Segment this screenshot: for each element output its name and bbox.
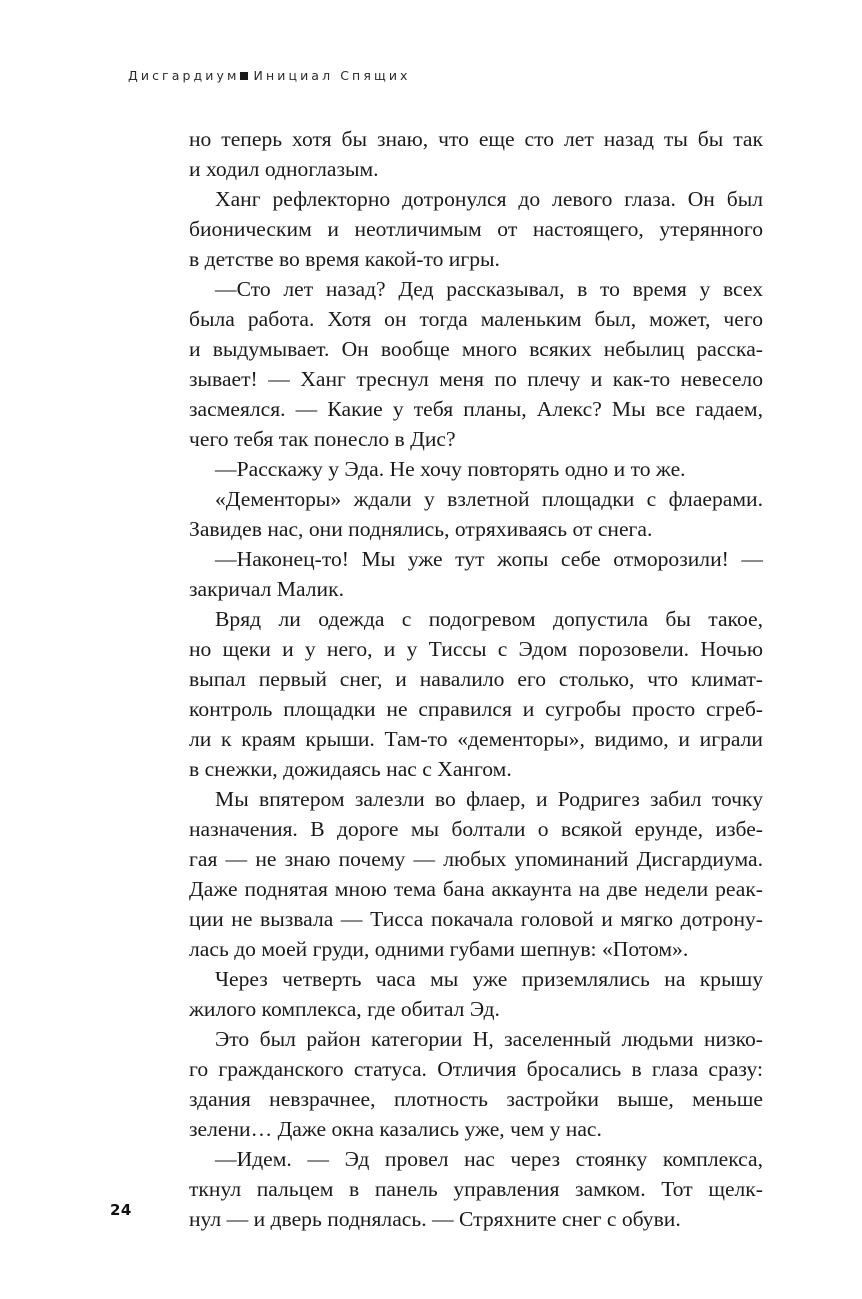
text-line: зелени… Даже окна казались уже, чем у нас.: [189, 1117, 602, 1141]
text-line: ли к краям крыши. Там-то «дементоры», видимо, и играли: [189, 727, 763, 751]
text-line: Ханг рефлекторно дотронулся до левого глаза. Он был: [215, 187, 763, 211]
separator-square-icon: [240, 72, 248, 80]
text-line: —Идем. — Эд провел нас через стоянку комплекса,: [215, 1147, 763, 1171]
text-line: Завидев нас, они поднялись, отряхиваясь от снега.: [189, 517, 653, 541]
text-line: Мы впятером залезли во флаер, и Родригез забил точку: [215, 787, 763, 811]
book-title: Дисгардиум: [128, 68, 240, 83]
text-line: —Расскажу у Эда. Не хочу повторять одно и то же.: [215, 457, 686, 481]
text-line: Это был район категории H, заселенный людьми низко-: [215, 1027, 763, 1051]
chapter-title: Инициал Спящих: [253, 68, 411, 83]
text-line: была работа. Хотя он тогда маленьким был, может, чего: [189, 307, 763, 331]
text-line: бионическим и неотличимым от настоящего, утерянного: [189, 217, 763, 241]
text-line: жилого комплекса, где обитал Эд.: [189, 997, 500, 1021]
text-line: в снежки, дожидаясь нас с Хангом.: [189, 757, 512, 781]
text-line: контроль площадки не справился и сугробы просто сгреб-: [189, 697, 763, 721]
text-line: нул — и дверь поднялась. — Стряхните снег с обуви.: [189, 1207, 681, 1231]
text-line: назначения. В дороге мы болтали о всякой ерунде, избе-: [189, 817, 763, 841]
text-line: здания невзрачнее, плотность застройки выше, меньше: [189, 1087, 763, 1111]
text-line: зывает! — Ханг треснул меня по плечу и как-то невесело: [189, 367, 763, 391]
text-line: но теперь хотя бы знаю, что еще сто лет назад ты бы так: [189, 127, 763, 151]
text-line: «Дементоры» ждали у взлетной площадки с флаерами.: [215, 487, 763, 511]
text-line: засмеялся. — Какие у тебя планы, Алекс? Мы все гадаем,: [189, 397, 763, 421]
text-line: гая — не знаю почему — любых упоминаний Дисгардиума.: [189, 847, 763, 871]
text-line: ткнул пальцем в панель управления замком. Тот щелк-: [189, 1177, 763, 1201]
text-line: лась до моей груди, одними губами шепнув: «Потом».: [189, 937, 689, 961]
text-line: и выдумывает. Он вообще много всяких небылиц расска-: [189, 337, 763, 361]
text-line: —Наконец-то! Мы уже тут жопы себе отморозили! —: [215, 547, 763, 571]
text-line: выпал первый снег, и навалило его столько, что климат-: [189, 667, 763, 691]
text-line: и ходил одноглазым.: [189, 157, 379, 181]
text-line: Даже поднятая мною тема бана аккаунта на две недели реак-: [189, 877, 763, 901]
text-line: ции не вызвала — Тисса покачала головой и мягко дотрону-: [189, 907, 763, 931]
text-line: Через четверть часа мы уже приземлялись на крышу: [215, 967, 763, 991]
text-line: чего тебя так понесло в Дис?: [189, 427, 456, 451]
text-line: в детстве во время какой-то игры.: [189, 247, 500, 271]
text-line: но щеки и у него, и у Тиссы с Эдом порозовели. Ночью: [189, 637, 763, 661]
text-line: Вряд ли одежда с подогревом допустила бы такое,: [215, 607, 763, 631]
text-line: закричал Малик.: [189, 577, 344, 601]
running-head: [128, 66, 411, 86]
text-line: го гражданского статуса. Отличия бросались в глаза сразу:: [189, 1057, 763, 1081]
body-text: [189, 124, 763, 1234]
page-number: 24: [110, 1201, 132, 1219]
text-line: —Сто лет назад? Дед рассказывал, в то время у всех: [215, 277, 763, 301]
